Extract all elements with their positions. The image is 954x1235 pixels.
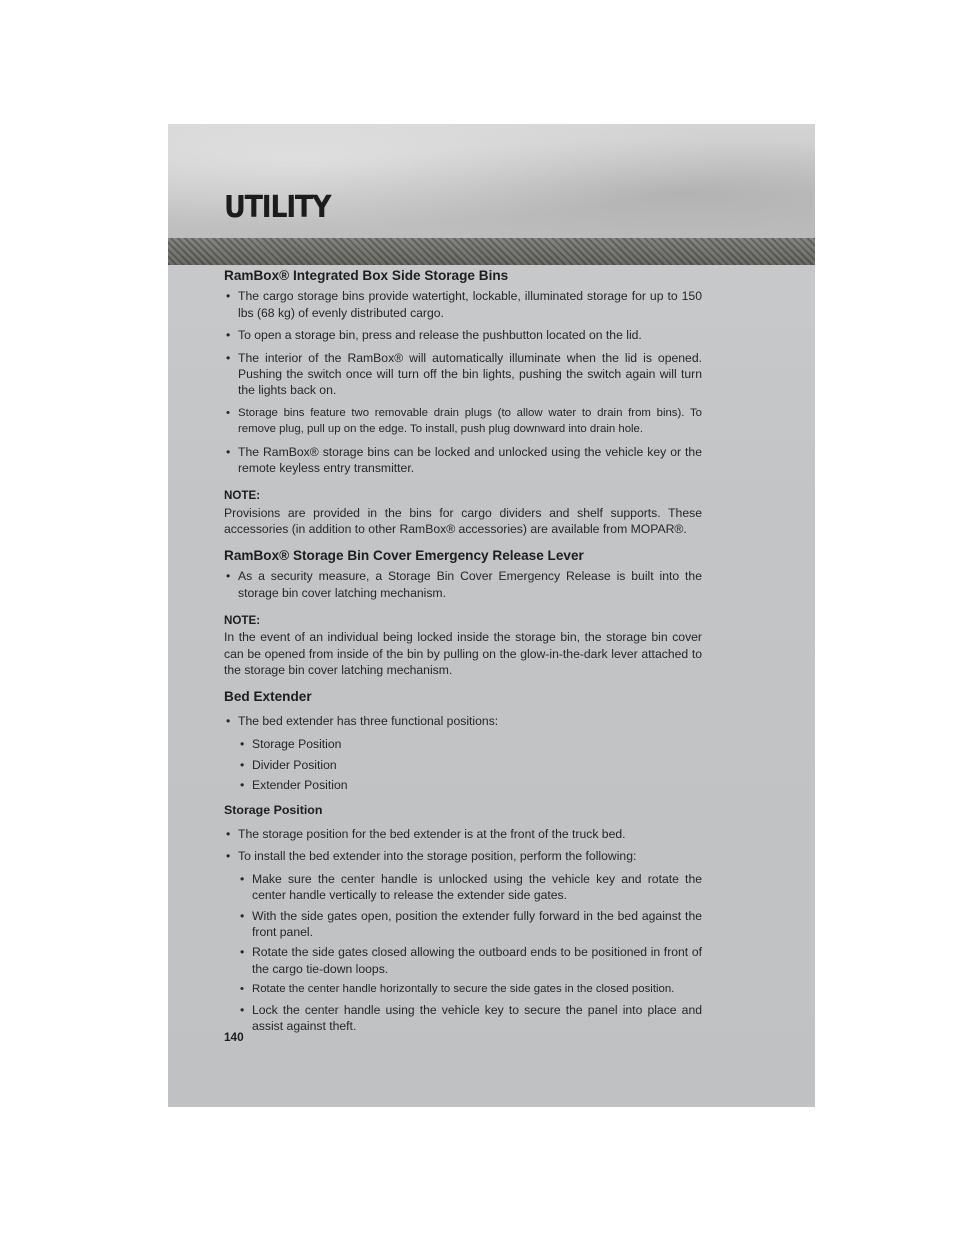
note-label: NOTE: xyxy=(224,613,261,627)
list-item: • The storage position for the bed extender is at the front of the truck bed. xyxy=(224,826,702,842)
list-item: • Rotate the side gates closed allowing the outboard ends to be positioned in front of the cargo tie-down loops. xyxy=(224,944,702,977)
list-item: • Make sure the center handle is unlocked using the vehicle key and rotate the center handle vertically to release the extender side gates. xyxy=(224,871,702,904)
list-item: • Storage Position xyxy=(224,736,702,752)
page-number: 140 xyxy=(224,1030,244,1044)
note-label: NOTE: xyxy=(224,489,261,503)
section-title: UTILITY xyxy=(224,190,331,225)
list-item: • The interior of the RamBox® will automatically illuminate when the lid is opened. Pushing the switch once will turn off the bin lights, pushing the switch again will turn the lights back on. xyxy=(224,350,702,399)
list-item: • The bed extender has three functional positions: xyxy=(224,713,702,729)
list-item: • To install the bed extender into the storage position, perform the following: xyxy=(224,848,702,864)
page-content xyxy=(224,268,702,1038)
note-text: Provisions are provided in the bins for cargo dividers and shelf supports. These accessories (in addition to other RamBox® accessories) are available from MOPAR®. xyxy=(224,505,702,537)
list-item: • To open a storage bin, press and release the pushbutton located on the lid. xyxy=(224,327,702,343)
list-item: • The cargo storage bins provide watertight, lockable, illuminated storage for up to 150 lbs (68 kg) of evenly distributed cargo. xyxy=(224,288,702,321)
list-item: • Storage bins feature two removable drain plugs (to allow water to drain from bins). To remove plug, pull up on the edge. To install, push plug downward into drain hole. xyxy=(224,405,702,438)
heading-bed-extender: Bed Extender xyxy=(224,688,312,704)
list-item: • With the side gates open, position the extender fully forward in the bed against the front panel. xyxy=(224,908,702,941)
heading-rambox-bins: RamBox® Integrated Box Side Storage Bins xyxy=(224,268,509,283)
list-item: • Rotate the center handle horizontally to secure the side gates in the closed position. xyxy=(224,981,702,997)
manual-page xyxy=(168,124,815,1107)
heading-release-lever: RamBox® Storage Bin Cover Emergency Release Lever xyxy=(224,547,584,563)
header-stripe xyxy=(168,238,815,265)
note-text: In the event of an individual being locked inside the storage bin, the storage bin cover can be opened from inside of the bin by pulling on the glow-in-the-dark lever attached to the storage bin cover latching mechanism. xyxy=(224,630,702,678)
list-item: • As a security measure, a Storage Bin Cover Emergency Release is built into the storage bin cover latching mechanism. xyxy=(224,568,702,601)
heading-storage-position: Storage Position xyxy=(224,802,323,817)
list-item: • Divider Position xyxy=(224,757,702,773)
section-header xyxy=(168,124,815,238)
list-item: • The RamBox® storage bins can be locked and unlocked using the vehicle key or the remote keyless entry transmitter. xyxy=(224,444,702,477)
list-item: • Lock the center handle using the vehicle key to secure the panel into place and assist against theft. xyxy=(224,1002,702,1035)
list-item: • Extender Position xyxy=(224,777,702,793)
